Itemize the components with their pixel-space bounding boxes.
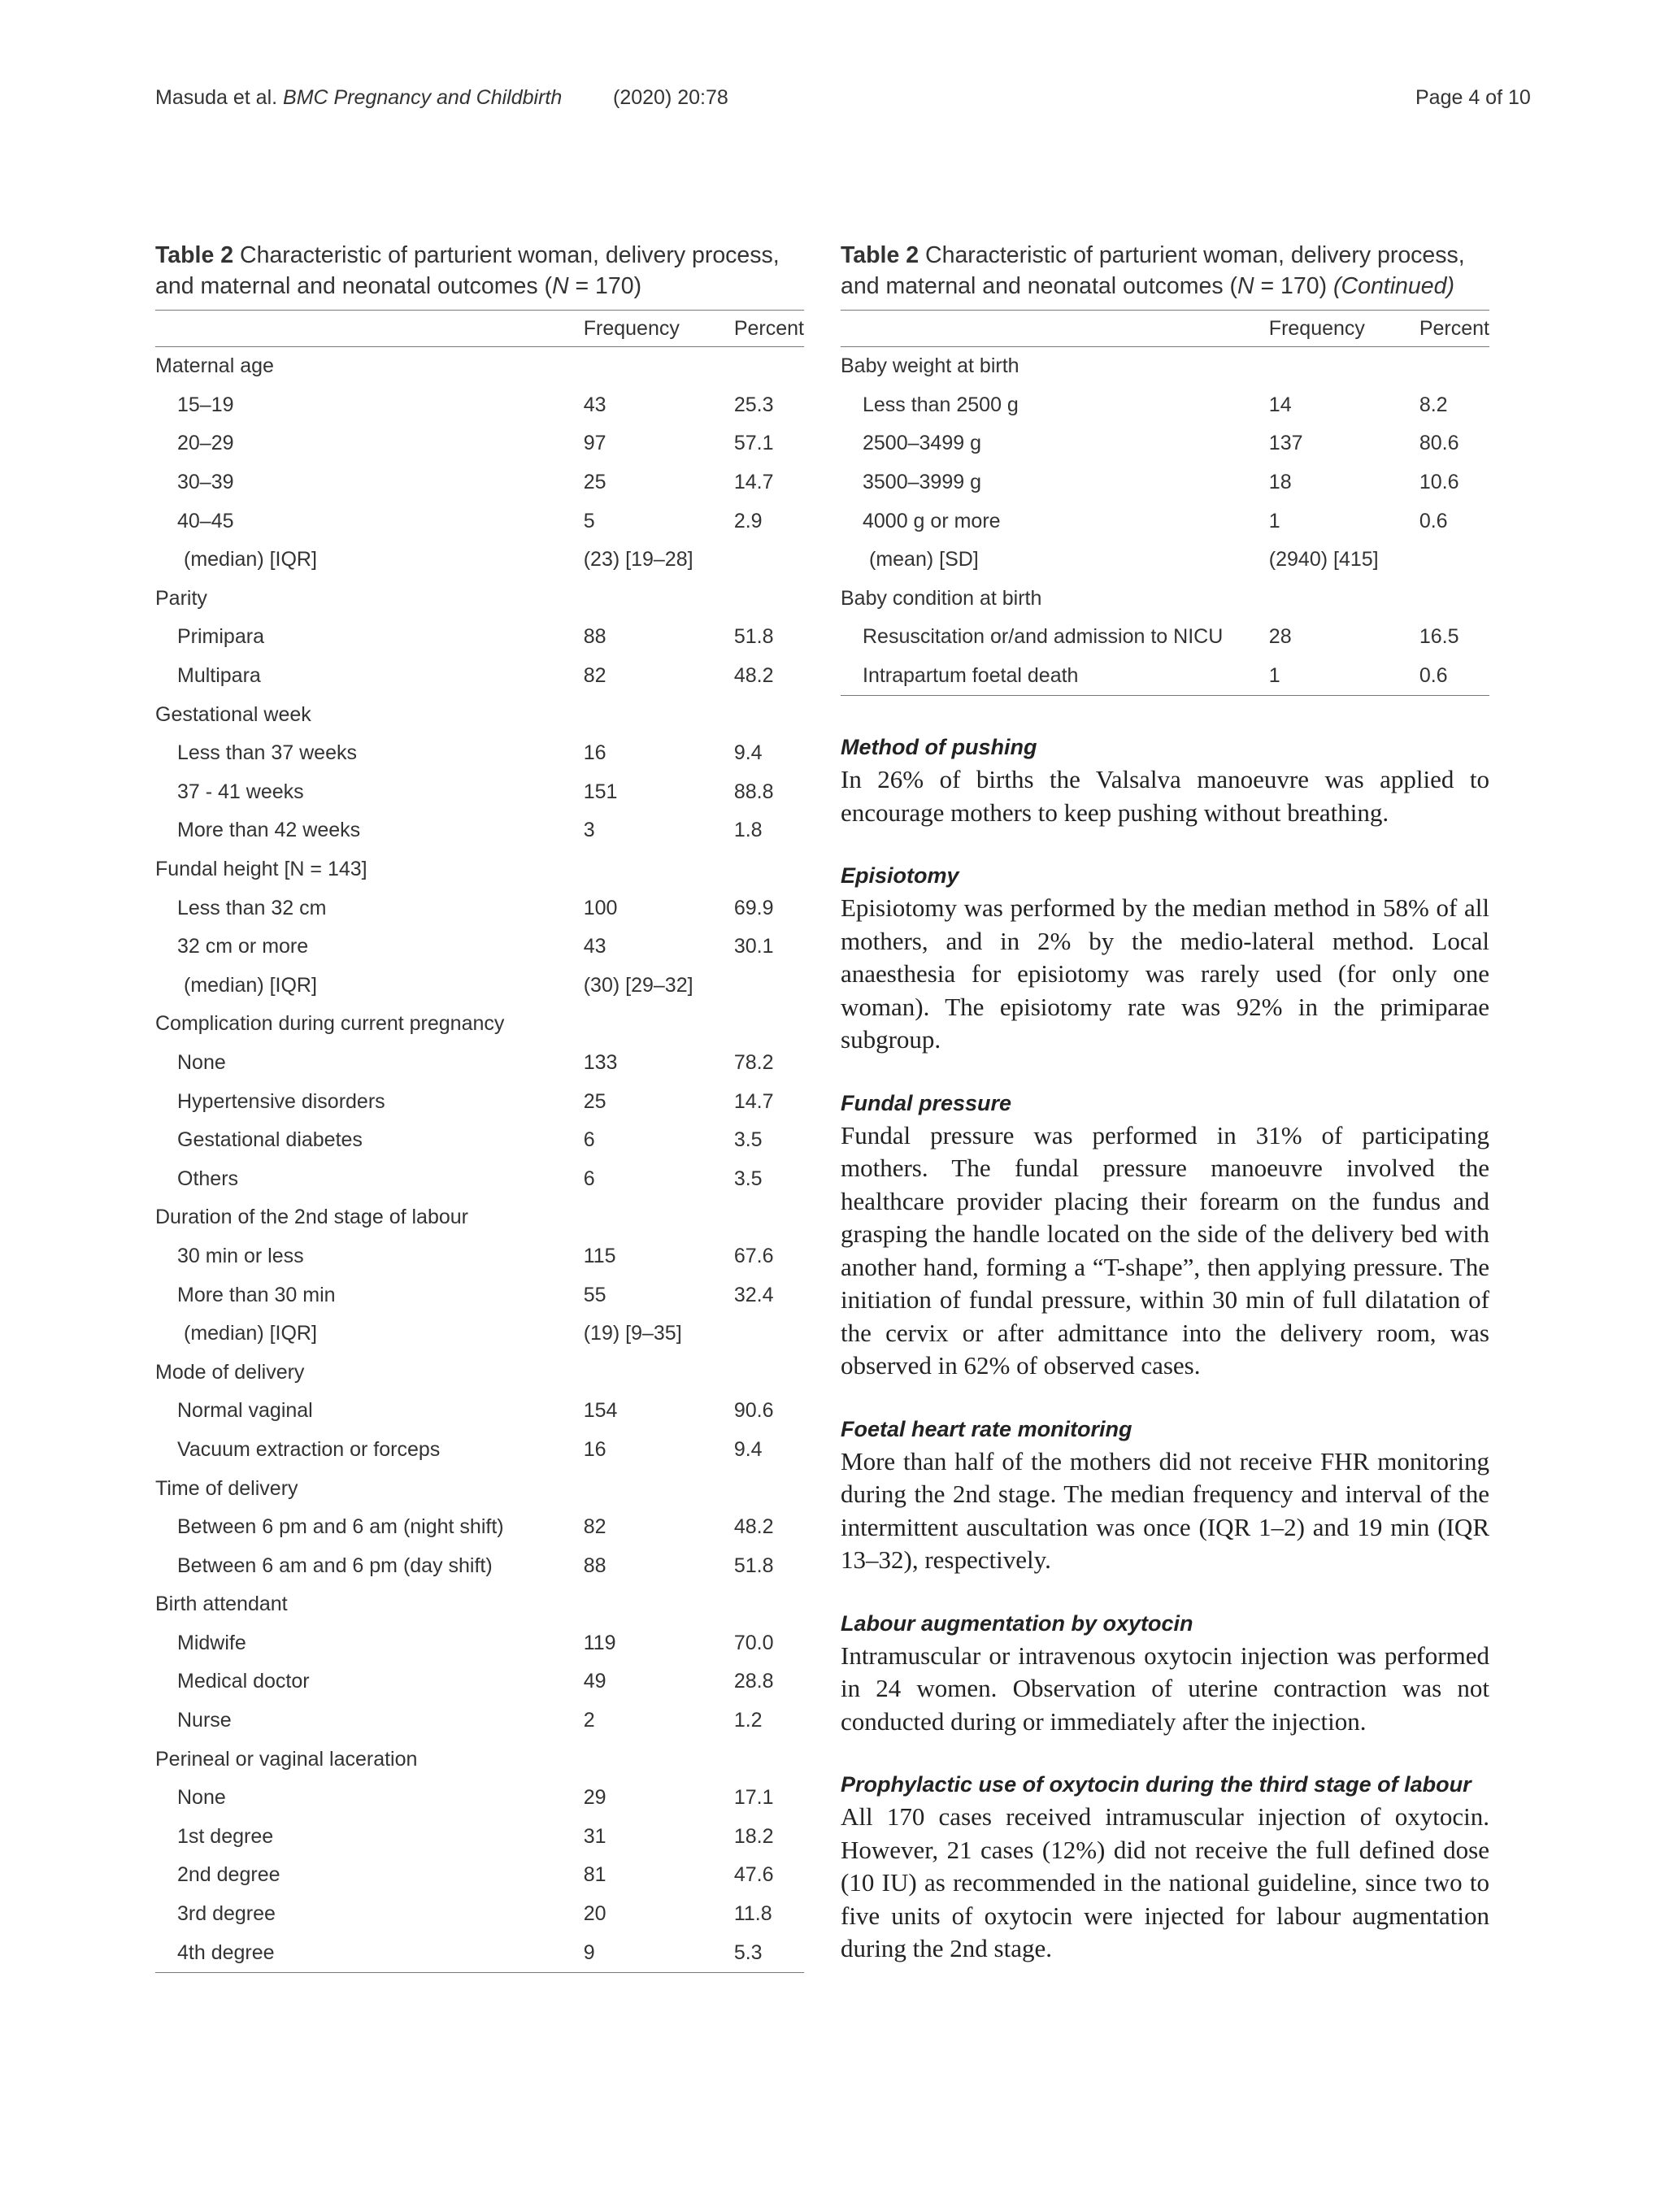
row-label: 1st degree [177, 1824, 274, 1848]
col-variable [841, 311, 1269, 347]
citation-year: (2020) 20:78 [613, 86, 728, 109]
row-percent: 67.6 [733, 1244, 774, 1267]
row-percent: 80.6 [1419, 432, 1459, 455]
row-frequency: 2 [583, 1709, 595, 1732]
authors: Masuda et al. [155, 86, 278, 109]
row-label: More than 30 min [177, 1283, 336, 1306]
row-frequency: 43 [583, 935, 606, 958]
row-frequency: 6 [583, 1128, 595, 1152]
table-row [155, 1237, 804, 1276]
row-frequency: 25 [583, 1089, 606, 1113]
row-frequency: 88 [583, 1554, 606, 1577]
table-row [155, 1933, 804, 1972]
table-row [155, 773, 804, 812]
row-label: Medical doctor [177, 1670, 310, 1693]
table-row [155, 695, 804, 734]
row-label: Less than 32 cm [177, 896, 327, 919]
row-frequency: (23) [19–28] [583, 548, 693, 571]
row-percent [1419, 541, 1489, 580]
row-percent: 11.8 [733, 1902, 772, 1926]
section-body: More than half of the mothers did not receive FHR monitoring during the 2nd stage. The median frequency and interval of the intermittent auscultation was once (IQR 1–2) and 19 min (IQR 13–32), respectively. [841, 1446, 1489, 1575]
table-row [155, 1469, 804, 1508]
table-row [155, 1353, 804, 1392]
row-percent: 10.6 [1419, 471, 1459, 494]
row-percent: 1.8 [733, 819, 763, 842]
section-heading: Foetal heart rate monitoring [841, 1416, 1132, 1441]
row-percent: 90.6 [733, 1399, 774, 1423]
section [841, 1611, 1489, 1739]
table-row [155, 618, 804, 657]
row-label: Midwife [177, 1631, 246, 1654]
table-row [155, 502, 804, 541]
row-frequency: 1 [1268, 509, 1280, 532]
row-percent: 5.3 [734, 1933, 804, 1972]
row-frequency [584, 850, 734, 889]
row-frequency: 1 [1269, 657, 1419, 696]
row-percent: 18.2 [733, 1824, 774, 1848]
row-label: Fundal height [N = 143] [155, 858, 367, 881]
row-frequency [584, 695, 734, 734]
row-label: Gestational week [155, 702, 311, 726]
table-row [155, 1662, 804, 1701]
row-label: Perineal or vaginal laceration [155, 1747, 418, 1771]
row-label: Normal vaginal [177, 1399, 313, 1423]
table-row [155, 850, 804, 889]
row-percent [734, 1198, 804, 1237]
row-frequency: 9 [584, 1933, 734, 1972]
section [841, 1091, 1489, 1383]
table-row [155, 889, 804, 928]
row-percent [734, 580, 804, 619]
row-percent [734, 347, 804, 386]
section [841, 863, 1489, 1057]
table-body [155, 347, 804, 1973]
table-row [155, 1624, 804, 1663]
row-frequency: 6 [583, 1167, 595, 1190]
row-frequency: 20 [583, 1902, 606, 1926]
row-label: (median) [IQR] [184, 973, 317, 997]
table-header-row [841, 311, 1489, 347]
row-percent: 30.1 [733, 935, 774, 958]
table-row [155, 811, 804, 850]
row-frequency [584, 1740, 734, 1779]
table-row [155, 386, 804, 425]
table-row [155, 1740, 804, 1779]
row-percent: 88.8 [733, 780, 774, 803]
row-label: Mode of delivery [155, 1360, 305, 1384]
table-row [155, 1856, 804, 1895]
row-label: Gestational diabetes [177, 1128, 363, 1152]
row-label: Vacuum extraction or forceps [177, 1437, 441, 1461]
row-label: Less than 2500 g [863, 393, 1019, 416]
table-row [155, 1546, 804, 1585]
row-label: 3rd degree [177, 1902, 276, 1926]
row-frequency: 49 [583, 1670, 606, 1693]
table-row [155, 1895, 804, 1934]
table-row [155, 347, 804, 386]
row-percent: 2.9 [733, 509, 763, 532]
row-percent: 0.6 [1419, 509, 1448, 532]
row-frequency: 100 [583, 896, 618, 919]
row-label: Between 6 pm and 6 am (night shift) [177, 1515, 504, 1539]
table-row [155, 1818, 804, 1857]
row-label: Primipara [177, 625, 264, 649]
table-row [155, 541, 804, 580]
table-row [155, 463, 804, 502]
section-heading: Labour augmentation by oxytocin [841, 1610, 1193, 1636]
row-percent [734, 967, 804, 1006]
row-percent: 28.8 [733, 1670, 774, 1693]
row-label: Birth attendant [155, 1593, 288, 1616]
table-row [155, 1431, 804, 1470]
table-row [155, 1044, 804, 1083]
row-frequency: 82 [583, 664, 606, 688]
row-frequency: 133 [583, 1050, 618, 1074]
caption-n-val: = 170) [568, 273, 642, 299]
table-row [841, 541, 1489, 580]
journal-name: BMC Pregnancy and Childbirth [283, 86, 563, 109]
results-sections [841, 735, 1489, 1966]
section-body: Episiotomy was performed by the median method in 58% of all mothers, and in 2% by the medio-lateral method. Local anaesthesia for episiotomy was rarely used (for only one woman). The episiotomy rate was 92% in the primiparae subgroup. [841, 893, 1489, 1054]
row-frequency: (2940) [415] [1268, 548, 1379, 571]
table-caption [155, 240, 804, 302]
row-label: None [177, 1786, 226, 1810]
row-label: 30 min or less [177, 1244, 304, 1267]
section-heading: Fundal pressure [841, 1090, 1012, 1115]
row-percent [734, 1585, 804, 1624]
row-frequency: 151 [583, 780, 618, 803]
row-percent: 51.8 [733, 625, 774, 649]
table-row [155, 734, 804, 773]
row-label: 2nd degree [177, 1863, 280, 1887]
row-frequency [584, 1198, 734, 1237]
row-percent [734, 1469, 804, 1508]
row-percent [1419, 580, 1489, 619]
row-frequency: 5 [583, 509, 595, 532]
row-label: Multipara [177, 664, 261, 688]
table-header-row [155, 311, 804, 347]
row-percent [734, 541, 804, 580]
row-percent: 9.4 [733, 1437, 763, 1461]
row-percent: 17.1 [733, 1786, 774, 1810]
section [841, 1772, 1489, 1966]
row-percent [734, 1353, 804, 1392]
row-percent [734, 850, 804, 889]
col-frequency: Frequency [584, 311, 734, 347]
col-variable [155, 311, 584, 347]
caption-text: Characteristic of parturient woman, delivery process, and maternal and neonatal outcomes ( [155, 242, 780, 299]
row-percent: 14.7 [733, 1089, 774, 1113]
row-percent: 0.6 [1419, 657, 1489, 696]
section [841, 1417, 1489, 1577]
row-label: 20–29 [177, 432, 234, 455]
section-body: Intramuscular or intravenous oxytocin injection was performed in 24 women. Observation of uterine contraction was not conducted during or immediately after the injection. [841, 1641, 1489, 1736]
row-percent [1419, 347, 1489, 386]
table-row [155, 1198, 804, 1237]
row-frequency: 25 [583, 471, 606, 494]
section-body: All 170 cases received intramuscular injection of oxytocin. However, 21 cases (12%) did not receive the full defined dose (10 IU) as recommended in the national guideline, since two to five units of oxytocin were injected for labour augmentation during the 2nd stage. [841, 1802, 1489, 1963]
row-frequency: 137 [1268, 432, 1303, 455]
row-frequency: 3 [583, 819, 595, 842]
row-percent: 48.2 [733, 1515, 774, 1539]
row-percent: 16.5 [1419, 625, 1459, 649]
row-frequency: 88 [583, 625, 606, 649]
table-row [841, 386, 1489, 425]
table-caption-continued [841, 240, 1489, 302]
table-label: Table 2 [155, 242, 234, 268]
row-label: Maternal age [155, 354, 274, 378]
row-label: 32 cm or more [177, 935, 309, 958]
section-heading: Prophylactic use of oxytocin during the third stage of labour [841, 1772, 1472, 1797]
row-frequency: (30) [29–32] [583, 973, 693, 997]
row-label: (median) [IQR] [184, 1322, 317, 1345]
row-label: 15–19 [177, 393, 234, 416]
section-heading: Episiotomy [841, 863, 959, 889]
caption-text: Characteristic of parturient woman, delivery process, and maternal and neonatal outcomes ( [841, 242, 1465, 299]
row-percent: 9.4 [733, 741, 763, 765]
caption-n-var: N [1237, 273, 1254, 299]
col-frequency: Frequency [1269, 311, 1419, 347]
row-percent [734, 695, 804, 734]
row-frequency [1269, 580, 1419, 619]
right-column [841, 240, 1489, 2000]
running-head [155, 86, 562, 110]
table-row [841, 424, 1489, 463]
row-frequency: 81 [583, 1863, 606, 1887]
row-label: 3500–3999 g [863, 471, 981, 494]
row-label: (mean) [SD] [869, 548, 979, 571]
row-percent: 47.6 [733, 1863, 774, 1887]
row-frequency [584, 1005, 734, 1044]
section [841, 735, 1489, 829]
row-percent: 8.2 [1419, 393, 1448, 416]
table-body [841, 347, 1489, 696]
table-row [155, 1005, 804, 1044]
row-percent: 78.2 [733, 1050, 774, 1074]
row-percent: 3.5 [733, 1167, 763, 1190]
section-body: Fundal pressure was performed in 31% of participating mothers. The fundal pressure manoeuvre involved the healthcare provider placing their forearm on the fundus and grasping the handle located on the side of the delivery bed with another hand, forming a “T-shape”, then applying pressure. The initiation of fundal pressure, within 30 min of full dilatation of the cervix or after admittance into the delivery room, was observed in 62% of observed cases. [841, 1120, 1489, 1380]
table-row [155, 1392, 804, 1431]
row-percent: 69.9 [733, 896, 774, 919]
row-percent: 25.3 [733, 393, 774, 416]
row-frequency: 14 [1268, 393, 1292, 416]
row-frequency: 16 [583, 741, 606, 765]
row-label: 30–39 [177, 471, 234, 494]
row-frequency: 154 [583, 1399, 618, 1423]
row-frequency [584, 580, 734, 619]
row-percent [734, 1005, 804, 1044]
row-label: Baby weight at birth [841, 354, 1019, 378]
row-label: 4000 g or more [863, 509, 1001, 532]
table-label: Table 2 [841, 242, 919, 268]
section-heading: Method of pushing [841, 735, 1037, 760]
row-label: 4th degree [155, 1933, 584, 1972]
row-label: Time of delivery [155, 1476, 298, 1500]
row-frequency: 28 [1268, 625, 1292, 649]
row-label: 37 - 41 weeks [177, 780, 304, 803]
row-frequency: (19) [9–35] [583, 1322, 682, 1345]
table-row [155, 1121, 804, 1160]
row-percent: 3.5 [733, 1128, 763, 1152]
caption-n-val: = 170) [1254, 273, 1334, 299]
caption-n-var: N [551, 273, 569, 299]
table-row [841, 618, 1489, 657]
caption-continued: (Continued) [1333, 273, 1454, 299]
table-row [155, 928, 804, 967]
row-frequency [584, 1469, 734, 1508]
characteristics-table [155, 310, 804, 1973]
row-percent: 51.8 [733, 1554, 774, 1577]
row-frequency [584, 1585, 734, 1624]
table-row [841, 657, 1489, 696]
row-label: (median) [IQR] [184, 548, 317, 571]
table-row [841, 347, 1489, 386]
row-percent: 32.4 [733, 1283, 774, 1306]
table-row [155, 1315, 804, 1354]
table-row [155, 1082, 804, 1121]
row-label: 40–45 [177, 509, 234, 532]
table-row [155, 1159, 804, 1198]
table-row [155, 1779, 804, 1818]
row-frequency: 97 [583, 432, 606, 455]
row-label: Intrapartum foetal death [841, 657, 1269, 696]
row-percent [734, 1315, 804, 1354]
table-row [155, 657, 804, 696]
col-percent: Percent [734, 311, 804, 347]
row-percent [734, 1740, 804, 1779]
table-row [155, 1508, 804, 1547]
table-row [841, 502, 1489, 541]
row-frequency [584, 1353, 734, 1392]
row-frequency: 115 [583, 1244, 616, 1267]
table-row [841, 463, 1489, 502]
row-label: Duration of the 2nd stage of labour [155, 1206, 468, 1229]
table-row [155, 580, 804, 619]
row-label: 2500–3499 g [863, 432, 981, 455]
row-label: Less than 37 weeks [177, 741, 357, 765]
table-row [155, 1275, 804, 1315]
row-frequency: 119 [583, 1631, 616, 1654]
row-frequency: 82 [583, 1515, 606, 1539]
row-label: Others [177, 1167, 239, 1190]
characteristics-table-continued [841, 310, 1489, 696]
row-label: Hypertensive disorders [177, 1089, 385, 1113]
table-row [155, 1585, 804, 1624]
section-body: In 26% of births the Valsalva manoeuvre was applied to encourage mothers to keep pushing without breathing. [841, 765, 1489, 827]
left-column [155, 240, 804, 1973]
col-percent: Percent [1419, 311, 1489, 347]
row-label: Complication during current pregnancy [155, 1012, 505, 1036]
row-frequency: 31 [583, 1824, 606, 1848]
row-frequency: 29 [583, 1786, 606, 1810]
page-number: Page 4 of 10 [1415, 86, 1531, 109]
table-row [841, 580, 1489, 619]
row-percent: 70.0 [733, 1631, 774, 1654]
row-percent: 14.7 [733, 471, 774, 494]
row-label: Nurse [177, 1709, 232, 1732]
row-frequency: 16 [583, 1437, 606, 1461]
row-label: Parity [155, 586, 207, 610]
row-percent: 57.1 [733, 432, 774, 455]
row-label: None [177, 1050, 226, 1074]
row-frequency [584, 347, 734, 386]
row-label: More than 42 weeks [177, 819, 361, 842]
row-label: Baby condition at birth [841, 586, 1042, 610]
row-percent: 48.2 [733, 664, 774, 688]
row-label: Resuscitation or/and admission to NICU [863, 625, 1224, 649]
row-frequency: 18 [1268, 471, 1292, 494]
row-percent: 1.2 [733, 1709, 763, 1732]
row-frequency: 55 [583, 1283, 606, 1306]
table-row [155, 424, 804, 463]
table-row [155, 967, 804, 1006]
row-frequency: 43 [583, 393, 606, 416]
row-frequency [1269, 347, 1419, 386]
table-row [155, 1701, 804, 1740]
row-label: Between 6 am and 6 pm (day shift) [177, 1554, 493, 1577]
